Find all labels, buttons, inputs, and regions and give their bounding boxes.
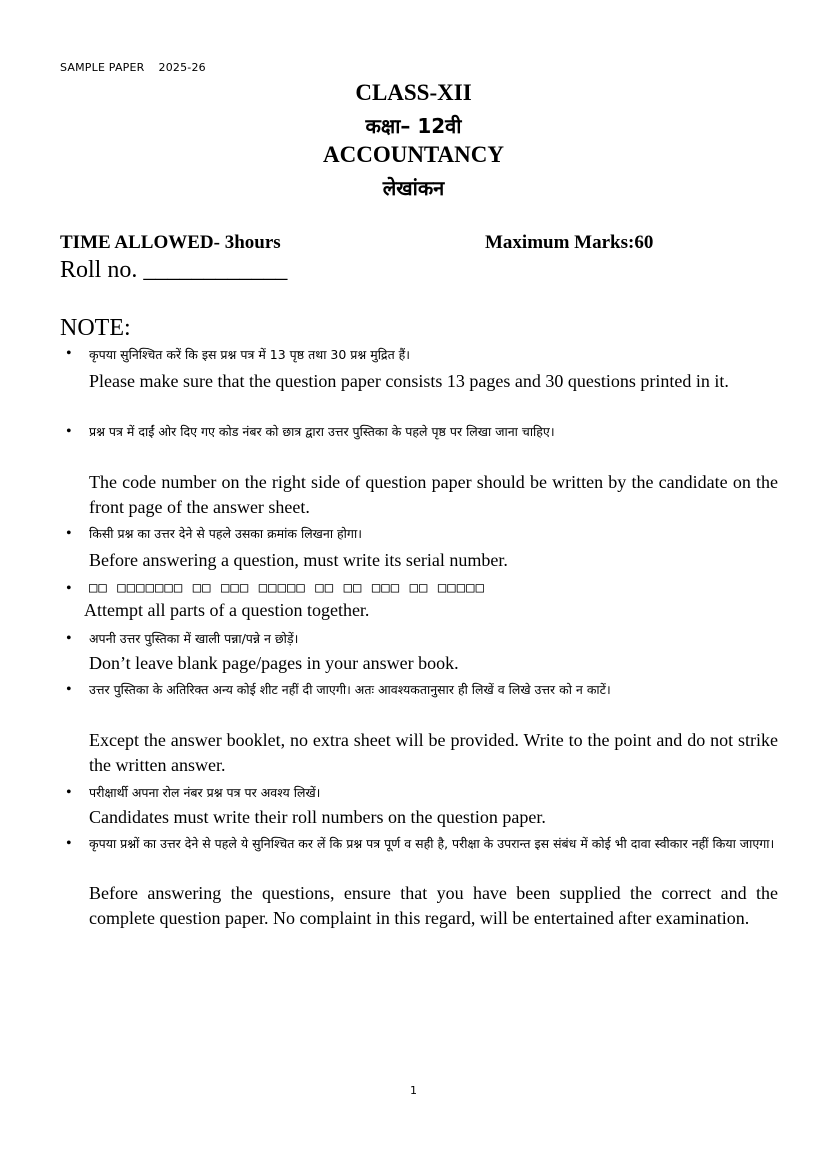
class-title-hi: कक्षा– 12वी: [365, 114, 462, 138]
note-item-4-hindi-missing-glyphs: □□ □□□□□□□ □□ □□□ □□□□□ □□ □□ □□□ □□ □□□□□: [89, 580, 486, 596]
bullet-icon: •: [66, 580, 72, 597]
time-allowed: TIME ALLOWED- 3hours: [60, 232, 281, 253]
note-item-7-hindi: परीक्षार्थी अपना रोल नंबर प्रश्न पत्र पर अवश्य लिखें।: [89, 785, 321, 800]
note-item-6-hindi: उत्तर पुस्तिका के अतिरिक्त अन्य कोई शीट नहीं दी जाएगी। अतः आवश्यकतानुसार ही लिखें व लिखे उत्तर को न काटें।: [89, 682, 611, 697]
roll-number-line: Roll no. ____________: [60, 257, 288, 283]
note-item-5-hindi: अपनी उत्तर पुस्तिका में खाली पन्ना/पन्ने न छोड़ें।: [89, 631, 299, 646]
note-item-8-hindi: कृपया प्रश्नों का उत्तर देने से पहले ये सुनिश्चित कर लें कि प्रश्न पत्र पूर्ण व सही है, परीक्षा के उपरान्त इस संबंध में कोई भी दावा स्वीकार नहीं किया जाएगा।: [89, 836, 775, 851]
note-item-4-english: Attempt all parts of a question together.: [84, 600, 370, 620]
note-item-1-hindi: कृपया सुनिश्चित करें कि इस प्रश्न पत्र में 13 पृष्ठ तथा 30 प्रश्न मुद्रित हैं।: [89, 347, 411, 362]
note-item-8-english: Before answering the questions, ensure that you have been supplied the correct and the complete question paper. No complaint in this regard, will be entertained after examination.: [89, 883, 778, 928]
maximum-marks: Maximum Marks:60: [485, 232, 654, 253]
bullet-icon: •: [66, 345, 72, 362]
note-item-3-hindi: किसी प्रश्न का उत्तर देने से पहले उसका क्रमांक लिखना होगा।: [89, 526, 362, 541]
subject-title-en: ACCOUNTANCY: [322, 142, 504, 167]
note-item-2-english: The code number on the right side of question paper should be written by the candidate on the front page of the answer sheet.: [89, 472, 778, 517]
note-heading: NOTE:: [60, 315, 131, 341]
note-item-2-hindi: प्रश्न पत्र में दाईं ओर दिए गए कोड नंबर को छात्र द्वारा उत्तर पुस्तिका के पहले पृष्ठ पर लिखा जाना चाहिए।: [89, 424, 555, 439]
bullet-icon: •: [66, 525, 72, 542]
exam-meta-row: [60, 232, 780, 254]
sample-paper-label: [60, 61, 206, 74]
bullet-icon: •: [66, 630, 72, 647]
bullet-icon: •: [66, 681, 72, 698]
note-item-5-english: Don’t leave blank page/pages in your answer book.: [89, 653, 459, 673]
bullet-icon: •: [66, 784, 72, 801]
page-number: 1: [410, 1084, 417, 1097]
class-title-en: CLASS-XII: [355, 80, 472, 105]
subject-title-hi: लेखांकन: [382, 176, 445, 200]
bullet-icon: •: [66, 423, 72, 440]
note-item-3-english: Before answering a question, must write its serial number.: [89, 550, 508, 570]
note-item-6-english: Except the answer booklet, no extra sheet will be provided. Write to the point and do not strike the written answer.: [89, 730, 778, 775]
session-year: 2025-26: [158, 61, 206, 74]
bullet-icon: •: [66, 835, 72, 852]
sample-paper-text: SAMPLE PAPER: [60, 61, 145, 74]
note-item-7-english: Candidates must write their roll numbers on the question paper.: [89, 807, 546, 827]
note-item-1-english: Please make sure that the question paper consists 13 pages and 30 questions printed in it.: [89, 371, 729, 391]
